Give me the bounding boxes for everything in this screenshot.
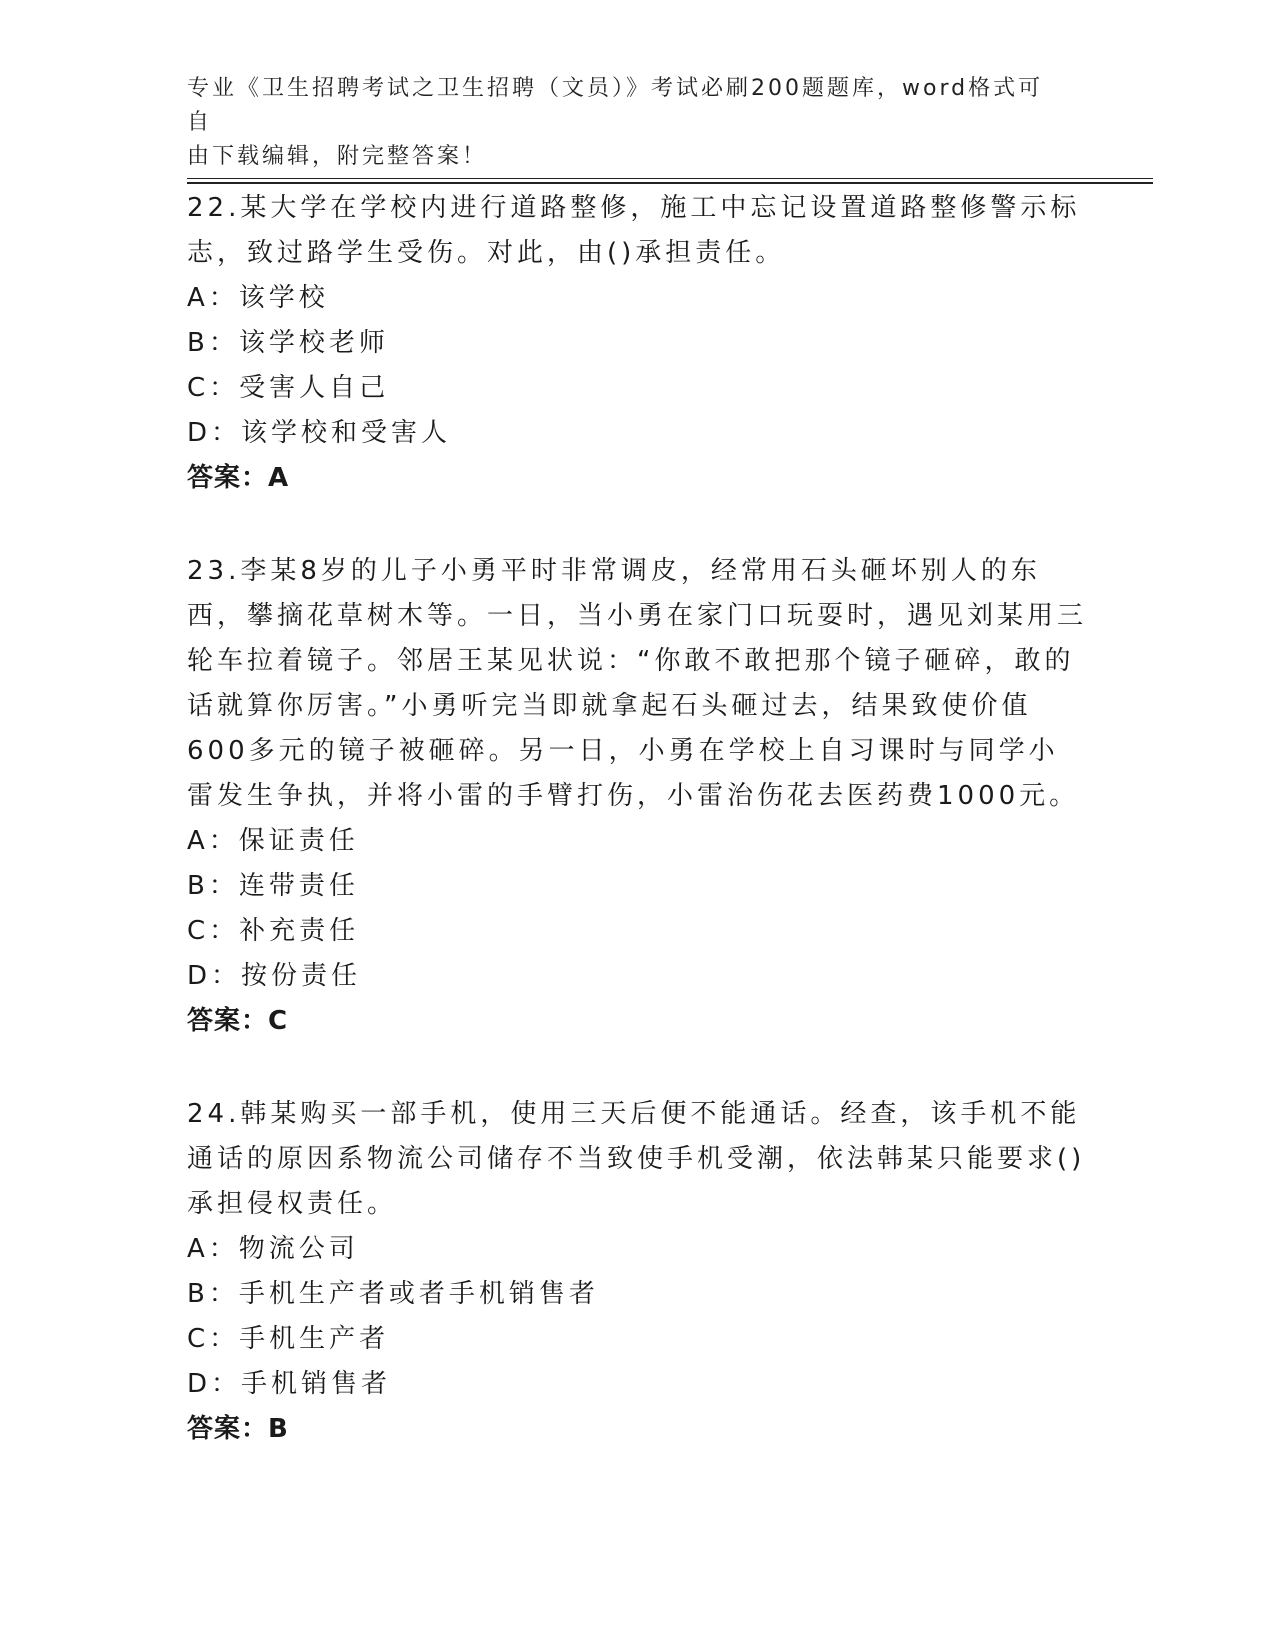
answer-label: 答案：A [187,463,290,493]
question-23 [187,549,1087,1044]
option-a: A：物流公司 [187,1234,359,1264]
option-c: C：补充责任 [187,916,360,946]
answer-label: 答案：B [187,1414,289,1444]
question-list [187,186,1087,1452]
option-b: B：该学校老师 [187,328,389,358]
option-c: C：手机生产者 [187,1324,390,1354]
question-stem: 23.李某8岁的儿子小勇平时非常调皮，经常用石头砸坏别人的东西，攀摘花草树木等。一日，当小勇在家门口玩耍时，遇见刘某用三轮车拉着镜子。邻居王某见状说：“你敢不敢把那个镜子砸碎，敢的话就算你厉害。”小勇听完当即就拿起石头砸过去，结果致使价值600多元的镜子被砸碎。另一日，小勇在学校上自习课时与同学小雷发生争执，并将小雷的手臂打伤，小雷治伤花去医药费1000元。 [187,556,1088,811]
option-a: A：保证责任 [187,826,359,856]
option-d: D：手机销售者 [187,1369,392,1399]
question-stem: 22.某大学在学校内进行道路整修，施工中忘记设置道路整修警示标志，致过路学生受伤。对此，由()承担责任。 [187,193,1081,268]
header-divider [187,178,1153,179]
header-divider-thick [187,182,1153,184]
option-b: B：手机生产者或者手机销售者 [187,1279,599,1309]
option-c: C：受害人自己 [187,373,390,403]
header-line-2: 由下载编辑，附完整答案！ [187,144,488,169]
header-line-1: 专业《卫生招聘考试之卫生招聘（文员）》考试必刷200题题库，word格式可自 [187,76,1044,135]
option-d: D：按份责任 [187,961,362,991]
option-a: A：该学校 [187,283,329,313]
page-header [187,72,1067,174]
answer-label: 答案：C [187,1006,289,1036]
question-22 [187,186,1087,501]
question-stem: 24.韩某购买一部手机，使用三天后便不能通话。经查，该手机不能通话的原因系物流公司储存不当致使手机受潮，依法韩某只能要求()承担侵权责任。 [187,1099,1086,1219]
option-d: D：该学校和受害人 [187,418,452,448]
option-b: B：连带责任 [187,871,359,901]
question-24 [187,1092,1087,1452]
